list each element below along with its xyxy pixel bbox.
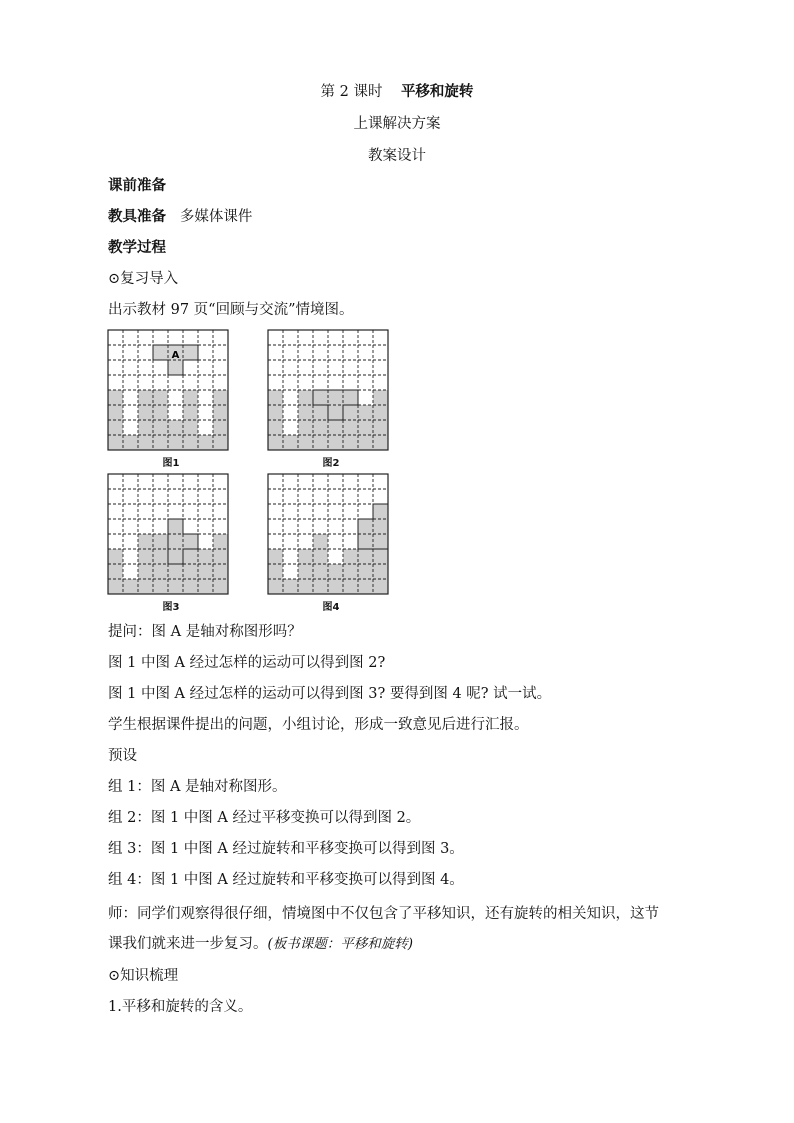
teacher-remark-line2 xyxy=(108,934,413,954)
section-title: 教案设计 xyxy=(368,148,426,164)
ground-block xyxy=(268,390,283,405)
ground-block xyxy=(373,390,388,405)
ground-notch xyxy=(198,390,213,435)
tools-label: 教具准备 xyxy=(108,208,166,225)
preset-group-3: 组 3：图 1 中图 A 经过旋转和平移变换可以得到图 3。 xyxy=(108,841,464,857)
question-2: 图 1 中图 A 经过怎样的运动可以得到图 2? xyxy=(108,655,386,671)
discussion-instruction: 学生根据课件提出的问题，小组讨论，形成一致意见后进行汇报。 xyxy=(108,717,529,733)
figure-4-caption: 图4 xyxy=(322,602,340,613)
figure-3 xyxy=(106,472,236,613)
ground-block xyxy=(313,534,328,549)
figure-3-caption: 图3 xyxy=(162,602,180,613)
subtitle: 上课解决方案 xyxy=(353,116,441,132)
teacher-remark-line1: 师：同学们观察得很仔细，情境图中不仅包含了平移知识，还有旋转的相关知识，这节 xyxy=(108,906,659,922)
lesson-title xyxy=(0,82,794,102)
review-heading: ⊙复习导入 xyxy=(108,271,179,287)
ground-block xyxy=(213,534,228,549)
preset-group-2: 组 2：图 1 中图 A 经过平移变换可以得到图 2。 xyxy=(108,810,421,826)
ground-notch xyxy=(123,390,138,435)
teacher-remark-text: 课我们就来进一步复习。 xyxy=(108,936,268,952)
figure-4-grid xyxy=(266,472,390,596)
shape-a-label: A xyxy=(171,350,180,361)
process-heading: 教学过程 xyxy=(108,239,166,256)
figure-2 xyxy=(266,328,396,469)
figure-1-caption: 图1 xyxy=(162,458,180,469)
tools-value: 多媒体课件 xyxy=(179,209,253,225)
tools-line xyxy=(108,207,252,227)
knowledge-heading: ⊙知识梳理 xyxy=(108,968,179,984)
preset-group-4: 组 4：图 1 中图 A 经过旋转和平移变换可以得到图 4。 xyxy=(108,872,464,888)
question-1: 提问：图 A 是轴对称图形吗？ xyxy=(108,624,302,640)
ground-notch xyxy=(328,549,343,564)
review-intro: 出示教材 97 页“回顾与交流”情境图。 xyxy=(108,302,354,318)
figure-2-caption: 图2 xyxy=(322,458,340,469)
lesson-topic: 平移和旋转 xyxy=(400,83,474,100)
knowledge-item-1: 1.平移和旋转的含义。 xyxy=(108,999,253,1015)
figure-2-grid xyxy=(266,328,390,452)
question-3: 图 1 中图 A 经过怎样的运动可以得到图 3? 要得到图 4 呢? 试一试。 xyxy=(108,686,552,702)
figure-4 xyxy=(266,472,396,613)
board-note: (板书课题：平移和旋转) xyxy=(267,936,414,952)
figure-1-grid xyxy=(106,328,230,452)
figure-1 xyxy=(106,328,236,469)
preset-heading: 预设 xyxy=(108,748,137,764)
figure-3-grid xyxy=(106,472,230,596)
ground-block xyxy=(298,390,313,405)
lesson-number: 第 2 课时 xyxy=(320,84,383,100)
prep-heading: 课前准备 xyxy=(108,177,166,194)
preset-group-1: 组 1：图 A 是轴对称图形。 xyxy=(108,779,287,795)
